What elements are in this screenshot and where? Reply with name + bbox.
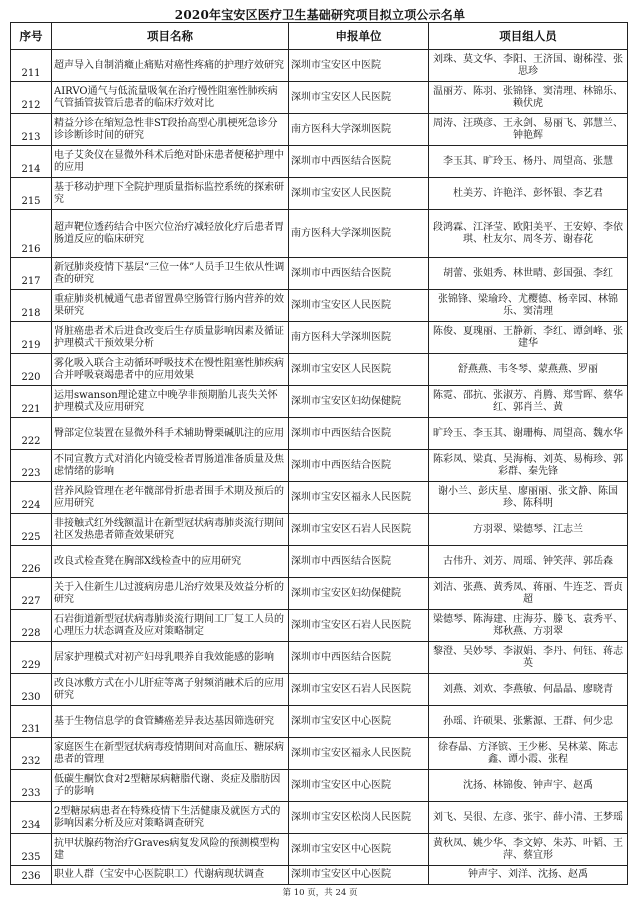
header-no: 序号 — [11, 23, 52, 50]
table-row — [11, 866, 628, 885]
applicant-unit: 深圳市宝安区中心医院 — [289, 770, 429, 802]
project-name: 新冠肺炎疫情下基层“三位一体”人员手卫生依从性调查的研究 — [52, 258, 289, 290]
row-number: 220 — [11, 354, 52, 386]
project-name: 营养风险管理在老年髋部骨折患者围手术期及预后的应用研究 — [52, 482, 289, 514]
project-name: 肾脏癌患者术后进食改变后生存质量影响因素及循证护理模式干预效果分析 — [52, 322, 289, 354]
table-row — [11, 290, 628, 322]
row-number: 230 — [11, 674, 52, 706]
team-members: 李玉其、旷玲玉、杨丹、周望高、张慧 — [429, 146, 628, 178]
applicant-unit: 深圳市中西医结合医院 — [289, 258, 429, 290]
row-number: 213 — [11, 114, 52, 146]
team-members: 舒燕燕、韦冬琴、蒙燕燕、罗丽 — [429, 354, 628, 386]
team-members: 梁德琴、陈海建、庄海芬、滕飞、袁秀平、郑秋燕、方羽翠 — [429, 610, 628, 642]
header-name: 项目名称 — [52, 23, 289, 50]
team-members: 旷玲玉、李玉其、谢珊梅、周望高、魏水华 — [429, 418, 628, 450]
table-row — [11, 770, 628, 802]
applicant-unit: 南方医科大学深圳医院 — [289, 114, 429, 146]
project-name: 超声导入自制消癥止痛贴对癌性疼痛的护理疗效研究 — [52, 50, 289, 82]
header-members: 项目组人员 — [429, 23, 628, 50]
row-number: 229 — [11, 642, 52, 674]
row-number: 217 — [11, 258, 52, 290]
project-name: 低碳生酮饮食对2型糖尿病糖脂代谢、炎症及脂肪因子的影响 — [52, 770, 289, 802]
table-row — [11, 706, 628, 738]
team-members: 刘珠、莫文华、李阳、王济国、谢秭滢、张思珍 — [429, 50, 628, 82]
applicant-unit: 深圳市宝安区妇幼保健院 — [289, 578, 429, 610]
applicant-unit: 南方医科大学深圳医院 — [289, 322, 429, 354]
table-row — [11, 50, 628, 82]
row-number: 222 — [11, 418, 52, 450]
row-number: 221 — [11, 386, 52, 418]
project-name: 精益分诊在缩短急性非ST段抬高型心肌梗死急诊分诊诊断诊时间的研究 — [52, 114, 289, 146]
applicant-unit: 深圳市宝安区松岗人民医院 — [289, 802, 429, 834]
applicant-unit: 深圳市中西医结合医院 — [289, 642, 429, 674]
applicant-unit: 深圳市宝安区中心医院 — [289, 866, 429, 885]
project-name: 基于生物信息学的食管鳞癌差异表达基因筛选研究 — [52, 706, 289, 738]
applicant-unit: 深圳市宝安区中医院 — [289, 50, 429, 82]
row-number: 228 — [11, 610, 52, 642]
project-name: 不同宣教方式对消化内镜受检者胃肠道准备质量及焦虑情绪的影响 — [52, 450, 289, 482]
applicant-unit: 深圳市宝安区中心医院 — [289, 834, 429, 866]
table-row — [11, 514, 628, 546]
project-name: 改良冰敷方式在小儿肝症等离子射频消融术后的应用研究 — [52, 674, 289, 706]
applicant-unit: 深圳市宝安区人民医院 — [289, 290, 429, 322]
applicant-unit: 深圳市宝安区福永人民医院 — [289, 738, 429, 770]
page-footer: 第 10 页，共 24 页 — [282, 888, 358, 898]
table-row — [11, 738, 628, 770]
row-number: 219 — [11, 322, 52, 354]
team-members: 钟声宇、刘洋、沈扬、赵禹 — [429, 866, 628, 885]
applicant-unit: 深圳市宝安区人民医院 — [289, 354, 429, 386]
project-name: 改良式检查凳在胸部X线检查中的应用研究 — [52, 546, 289, 578]
applicant-unit: 深圳市中西医结合医院 — [289, 146, 429, 178]
row-number: 212 — [11, 82, 52, 114]
project-name: 抗甲状腺药物治疗Graves病复发风险的预测模型构建 — [52, 834, 289, 866]
project-name: 职业人群（宝安中心医院职工）代谢病现状调查 — [52, 866, 289, 885]
project-name: 雾化吸入联合主动循环呼吸技术在慢性阻塞性肺疾病合并呼吸衰竭患者中的应用效果 — [52, 354, 289, 386]
project-name: 居家护理模式对初产妇母乳喂养自我效能感的影响 — [52, 642, 289, 674]
table-row — [11, 610, 628, 642]
project-name: 石岩街道新型冠状病毒肺炎流行期间工厂复工人员的心理压力状态调查及应对策略制定 — [52, 610, 289, 642]
project-name: 家庭医生在新型冠状病毒疫情期间对高血压、糖尿病患者的管理 — [52, 738, 289, 770]
team-members: 陈彩凤、梁真、吴海梅、刘英、易梅珍、郭彩群、秦先锋 — [429, 450, 628, 482]
applicant-unit: 深圳市宝安区中心医院 — [289, 706, 429, 738]
row-number: 227 — [11, 578, 52, 610]
row-number: 235 — [11, 834, 52, 866]
team-members: 段鸿霖、江泽莹、欧阳美平、王安婷、李依琪、杜友尔、周冬芳、谢春花 — [429, 210, 628, 258]
team-members: 孙瑶、许硕果、张紫源、王群、何少忠 — [429, 706, 628, 738]
row-number: 215 — [11, 178, 52, 210]
project-name: 电子艾灸仪在显微外科术后绝对卧床患者便秘护理中的应用 — [52, 146, 289, 178]
team-members: 温丽芳、陈羽、张锦锋、窦清理、林锦乐、赖伏虎 — [429, 82, 628, 114]
table-row — [11, 674, 628, 706]
applicant-unit: 深圳市中西医结合医院 — [289, 418, 429, 450]
row-number: 233 — [11, 770, 52, 802]
project-name: 基于移动护理下全院护理质量指标监控系统的探索研究 — [52, 178, 289, 210]
project-name: 重症肺炎机械通气患者留置鼻空肠管行肠内营养的效果研究 — [52, 290, 289, 322]
project-table — [10, 22, 628, 885]
table-row — [11, 834, 628, 866]
applicant-unit: 深圳市宝安区石岩人民医院 — [289, 610, 429, 642]
row-number: 216 — [11, 210, 52, 258]
project-name: 关于入住新生儿过渡病房患儿治疗效果及效益分析的研究 — [52, 578, 289, 610]
table-row — [11, 386, 628, 418]
team-members: 徐春晶、方泽镔、王少彬、吴林菜、陈志鑫、谭小霞、张程 — [429, 738, 628, 770]
row-number: 223 — [11, 450, 52, 482]
row-number: 232 — [11, 738, 52, 770]
table-row — [11, 146, 628, 178]
team-members: 刘飞、吴很、左彦、张宇、薛小清、王梦瑶 — [429, 802, 628, 834]
applicant-unit: 南方医科大学深圳医院 — [289, 210, 429, 258]
table-row — [11, 82, 628, 114]
row-number: 214 — [11, 146, 52, 178]
team-members: 方羽翠、梁德琴、江志兰 — [429, 514, 628, 546]
row-number: 224 — [11, 482, 52, 514]
header-unit: 申报单位 — [289, 23, 429, 50]
applicant-unit: 深圳市宝安区妇幼保健院 — [289, 386, 429, 418]
team-members: 沈扬、林锦俊、钟声宇、赵禹 — [429, 770, 628, 802]
team-members: 杜美芳、许艳洋、彭怀银、李艺君 — [429, 178, 628, 210]
table-row — [11, 354, 628, 386]
table-row — [11, 210, 628, 258]
team-members: 刘燕、刘欢、李燕敏、何晶晶、廖晓青 — [429, 674, 628, 706]
row-number: 211 — [11, 50, 52, 82]
applicant-unit: 深圳市宝安区石岩人民医院 — [289, 674, 429, 706]
table-row — [11, 482, 628, 514]
applicant-unit: 深圳市中西医结合医院 — [289, 450, 429, 482]
row-number: 231 — [11, 706, 52, 738]
row-number: 234 — [11, 802, 52, 834]
applicant-unit: 深圳市宝安区人民医院 — [289, 82, 429, 114]
table-row — [11, 178, 628, 210]
table-row — [11, 322, 628, 354]
applicant-unit: 深圳市宝安区人民医院 — [289, 178, 429, 210]
applicant-unit: 深圳市宝安区石岩人民医院 — [289, 514, 429, 546]
table-header-row — [11, 23, 628, 50]
team-members: 胡蕾、张姐秀、林世晴、彭国强、李红 — [429, 258, 628, 290]
project-name: 超声靶位透药结合中医穴位治疗减轻放化疗后患者胃肠道反应的临床研究 — [52, 210, 289, 258]
table-row — [11, 546, 628, 578]
document-title: 2020年宝安区医疗卫生基础研究项目拟立项公示名单 — [174, 8, 466, 22]
table-body — [11, 50, 628, 885]
table-row — [11, 802, 628, 834]
row-number: 226 — [11, 546, 52, 578]
team-members: 谢小兰、彭庆星、廖丽丽、张文静、陈国珍、陈科明 — [429, 482, 628, 514]
table-row — [11, 578, 628, 610]
team-members: 周涛、汪瑛彦、王永剑、易丽飞、郭慧兰、钟艳辉 — [429, 114, 628, 146]
table-row — [11, 418, 628, 450]
team-members: 刘洁、张燕、黄秀凤、蒋丽、牛连芝、晋贞超 — [429, 578, 628, 610]
table-row — [11, 642, 628, 674]
table-row — [11, 114, 628, 146]
table-row — [11, 450, 628, 482]
team-members: 古伟升、刘芳、周瑶、钟笑萍、郭岳森 — [429, 546, 628, 578]
team-members: 陈俊、夏瑰丽、王静新、李红、谭剑峰、张建华 — [429, 322, 628, 354]
team-members: 黄秋凤、姚少华、李文婷、朱苏、叶韬、王萍、蔡宜形 — [429, 834, 628, 866]
project-name: 2型糖尿病患者在特殊疫情下生活健康及就医方式的影响因素分析及应对策略调查研究 — [52, 802, 289, 834]
team-members: 黎澄、吴妙琴、李淑娟、李丹、何钰、蒋志英 — [429, 642, 628, 674]
table-row — [11, 258, 628, 290]
row-number: 236 — [11, 866, 52, 885]
team-members: 陈霓、邵抗、张淑芳、肖腾、郑雪晖、蔡华红、郭肖兰、黄 — [429, 386, 628, 418]
team-members: 张锦锋、梁瑜玲、尤樱德、杨幸园、林锦乐、窦清理 — [429, 290, 628, 322]
row-number: 218 — [11, 290, 52, 322]
applicant-unit: 深圳市中西医结合医院 — [289, 546, 429, 578]
applicant-unit: 深圳市宝安区福永人民医院 — [289, 482, 429, 514]
project-name: 运用swanson理论建立中晚孕非预期胎儿丧失关怀护理模式及应用研究 — [52, 386, 289, 418]
project-name: 非接触式红外线额温计在新型冠状病毒肺炎流行期间社区发热患者筛查效果研究 — [52, 514, 289, 546]
project-name: AIRVO通气与低流量吸氧在治疗慢性阻塞性肺疾病气管插管拔管后患者的临床疗效对比 — [52, 82, 289, 114]
project-name: 臀部定位装置在显微外科手术辅助臀栗碱肌注的应用 — [52, 418, 289, 450]
row-number: 225 — [11, 514, 52, 546]
